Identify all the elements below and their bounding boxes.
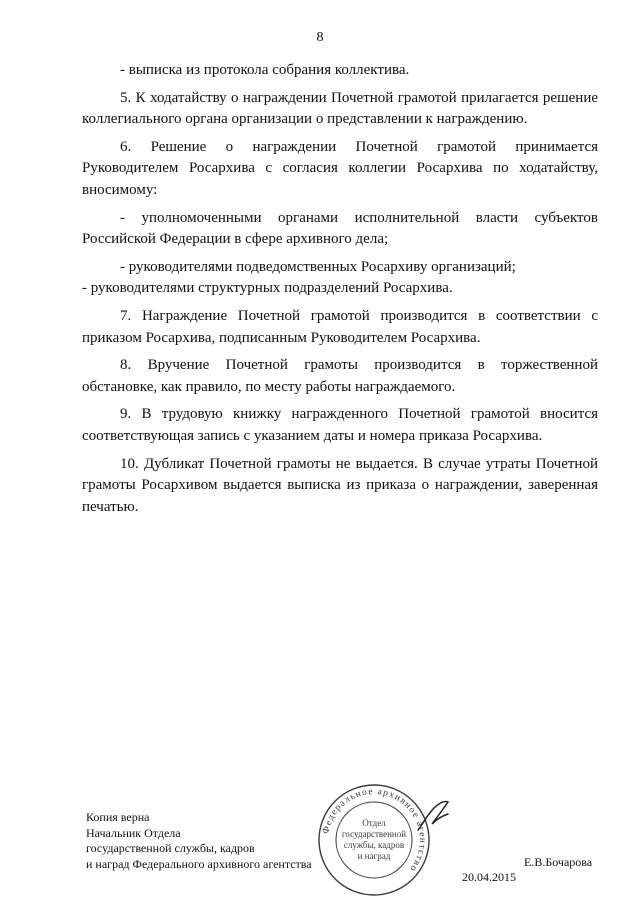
handwritten-signature xyxy=(414,796,454,836)
paragraph-item-6: 6. Решение о награждении Почетной грамотой принимается Руководителем Росархива с согласия коллегии Росархива по ходатайству, вносимому: xyxy=(82,138,598,198)
paragraph-list-item: - руководителями подведомственных Росархиву организаций; xyxy=(120,258,516,275)
paragraph-item-8: 8. Вручение Почетной грамоты производится в торжественной обстановке, как правило, по месту работы награждаемого. xyxy=(82,357,598,395)
stamp-ring-text: Федеральное архивное агентство xyxy=(321,786,428,874)
signer-position-line: и наград Федерального архивного агентства xyxy=(86,856,312,871)
page-number: 8 xyxy=(316,30,324,45)
paragraph-item-7: 7. Награждение Почетной грамотой производится в соответствии с приказом Росархива, подписанным Руководителем Росархива. xyxy=(82,307,598,346)
signer-position-line: государственной службы, кадров xyxy=(86,841,255,855)
paragraph-item-10: 10. Дубликат Почетной грамоты не выдается. В случае утраты Почетной грамоты Росархивом выдается выписка из приказа о награждении, заверенная печатью. xyxy=(82,455,598,515)
certification-date: 20.04.2015 xyxy=(462,870,516,884)
paragraph-item-9: 9. В трудовую книжку награжденного Почетной грамотой вносится соответствующая запись с указанием даты и номера приказа Росархива. xyxy=(82,406,598,444)
document-body xyxy=(82,60,598,524)
signer-name: Е.В.Бочарова xyxy=(524,855,593,869)
stamp-text: Отдел xyxy=(362,818,386,828)
copy-certified-label: Копия верна xyxy=(86,810,150,824)
paragraph-item-5: 5. К ходатайству о награждении Почетной грамотой прилагается решение коллегиального органа организации о представлении к награждению. xyxy=(82,89,598,128)
paragraph-list-item: - руководителями структурных подразделений Росархива. xyxy=(82,280,453,297)
stamp-text: службы, кадров xyxy=(343,840,405,850)
stamp-text: государственной xyxy=(341,829,407,839)
paragraph-list-item: - уполномоченными органами исполнительной власти субъектов Российской Федерации в сфере архивного дела; xyxy=(82,209,598,248)
stamp-text: и наград xyxy=(357,851,391,861)
signer-position-line: Начальник Отдела xyxy=(86,825,181,840)
certification-block xyxy=(86,810,312,872)
paragraph-list-item: - выписка из протокола собрания коллектива. xyxy=(120,62,410,78)
